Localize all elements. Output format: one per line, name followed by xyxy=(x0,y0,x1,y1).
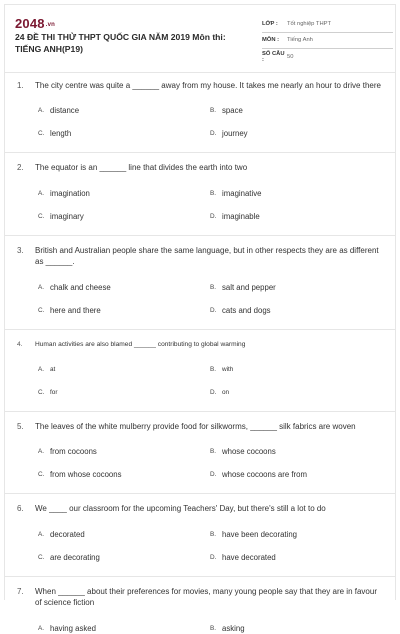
option-text: space xyxy=(222,106,243,116)
question-6 xyxy=(17,503,382,576)
question-text: The equator is an ______ line that divides the earth into two xyxy=(35,163,248,173)
option-letter: D. xyxy=(210,130,217,138)
option-c[interactable] xyxy=(38,212,210,222)
option-text: chalk and cheese xyxy=(50,282,111,292)
option-b[interactable] xyxy=(210,283,382,293)
option-b[interactable] xyxy=(210,189,382,199)
option-text: have been decorating xyxy=(222,529,297,539)
option-letter: D. xyxy=(210,212,217,220)
question-stem xyxy=(17,339,382,350)
option-letter: C. xyxy=(38,130,45,138)
option-letter: A. xyxy=(38,107,45,115)
meta-value: Tiếng Anh xyxy=(287,37,313,44)
question-list xyxy=(17,80,382,634)
exam-meta-table xyxy=(262,16,393,65)
question-text: The leaves of the white mulberry provide food for silkworms, ______ silk fabrics are woven xyxy=(35,422,356,432)
option-d[interactable] xyxy=(210,470,382,480)
question-number: 5. xyxy=(17,422,24,432)
option-d[interactable] xyxy=(210,212,382,222)
option-letter: D. xyxy=(210,471,217,479)
option-letter: B. xyxy=(210,189,217,197)
option-letter: C. xyxy=(38,306,45,314)
question-divider xyxy=(4,411,395,412)
option-text: whose cocoons xyxy=(222,447,276,457)
option-letter: C. xyxy=(38,389,45,397)
option-c[interactable] xyxy=(38,306,210,316)
option-text: with xyxy=(222,366,234,374)
option-c[interactable] xyxy=(38,129,210,139)
question-divider xyxy=(4,576,395,577)
question-divider xyxy=(4,235,395,236)
option-letter: B. xyxy=(210,448,217,456)
option-d[interactable] xyxy=(210,388,382,398)
meta-value: 50 xyxy=(287,53,294,60)
option-letter: A. xyxy=(38,530,45,538)
option-a[interactable] xyxy=(38,624,210,634)
option-text: length xyxy=(50,129,72,139)
question-2 xyxy=(17,162,382,235)
option-text: distance xyxy=(50,106,80,116)
meta-key: SỐ CÂU : xyxy=(262,50,285,63)
option-text: from whose cocoons xyxy=(50,470,122,480)
option-text: here and there xyxy=(50,305,101,315)
meta-value: Tốt nghiệp THPT xyxy=(287,20,332,27)
logo-text: 2048 xyxy=(15,16,45,31)
option-text: having asked xyxy=(50,623,96,633)
option-d[interactable] xyxy=(210,306,382,316)
question-stem xyxy=(17,80,382,91)
answer-options xyxy=(38,447,382,480)
question-divider xyxy=(4,493,395,494)
question-divider xyxy=(4,329,395,330)
question-4 xyxy=(17,339,382,412)
question-7 xyxy=(17,586,382,634)
answer-options xyxy=(38,189,382,222)
answer-options xyxy=(38,624,382,634)
option-text: salt and pepper xyxy=(222,282,276,292)
option-a[interactable] xyxy=(38,283,210,293)
exam-header xyxy=(15,16,378,66)
question-text: When ______ about their preferences for movies, many young people say that they are in favour of science fiction xyxy=(35,586,377,608)
answer-options xyxy=(38,530,382,563)
site-logo[interactable] xyxy=(15,16,55,31)
option-letter: B. xyxy=(210,283,217,291)
option-text: at xyxy=(50,366,56,374)
option-letter: B. xyxy=(210,624,217,632)
answer-options xyxy=(38,365,382,398)
option-a[interactable] xyxy=(38,530,210,540)
meta-row-class xyxy=(262,16,393,33)
question-number: 4. xyxy=(17,340,23,348)
option-letter: C. xyxy=(38,553,45,561)
answer-options xyxy=(38,283,382,316)
question-text: Human activities are also blamed ______ contributing to global warming xyxy=(35,340,246,348)
option-text: are decorating xyxy=(50,552,100,562)
option-b[interactable] xyxy=(210,365,382,375)
question-1 xyxy=(17,80,382,153)
option-d[interactable] xyxy=(210,129,382,139)
option-letter: C. xyxy=(38,212,45,220)
option-letter: A. xyxy=(38,283,45,291)
option-text: imaginable xyxy=(222,211,260,221)
question-divider xyxy=(4,152,395,153)
option-a[interactable] xyxy=(38,447,210,457)
option-text: have decorated xyxy=(222,552,276,562)
question-stem xyxy=(17,245,382,268)
option-c[interactable] xyxy=(38,553,210,563)
logo-suffix: .vn xyxy=(45,22,56,28)
question-stem xyxy=(17,503,382,514)
option-text: imaginative xyxy=(222,188,262,198)
option-a[interactable] xyxy=(38,365,210,375)
meta-key: MÔN : xyxy=(262,37,280,44)
option-text: from cocoons xyxy=(50,447,97,457)
option-d[interactable] xyxy=(210,553,382,563)
question-number: 1. xyxy=(17,81,24,90)
question-text: We ____ our classroom for the upcoming Teachers' Day, but there's still a lot to do xyxy=(35,504,326,514)
option-c[interactable] xyxy=(38,388,210,398)
option-a[interactable] xyxy=(38,106,210,116)
meta-row-question-count xyxy=(262,49,393,65)
option-letter: B. xyxy=(210,530,217,538)
answer-options xyxy=(38,106,382,139)
option-letter: A. xyxy=(38,448,45,456)
question-stem xyxy=(17,586,382,609)
question-5 xyxy=(17,421,382,494)
option-letter: A. xyxy=(38,366,45,374)
option-b[interactable] xyxy=(210,106,382,116)
option-text: whose cocoons are from xyxy=(222,470,307,480)
option-letter: C. xyxy=(38,471,45,479)
option-letter: D. xyxy=(210,306,217,314)
option-text: imaginary xyxy=(50,211,84,221)
option-letter: D. xyxy=(210,553,217,561)
option-text: asking xyxy=(222,623,245,633)
option-text: on xyxy=(222,389,230,397)
option-text: decorated xyxy=(50,529,85,539)
option-text: for xyxy=(50,389,58,397)
question-number: 7. xyxy=(17,586,24,596)
option-b[interactable] xyxy=(210,624,382,634)
option-c[interactable] xyxy=(38,470,210,480)
question-stem xyxy=(17,162,382,173)
question-number: 2. xyxy=(17,163,24,173)
option-text: cats and dogs xyxy=(222,305,271,315)
option-letter: B. xyxy=(210,366,217,374)
option-letter: A. xyxy=(38,189,45,197)
header-divider xyxy=(4,72,396,73)
meta-row-subject xyxy=(262,33,393,50)
option-letter: D. xyxy=(210,389,217,397)
question-number: 3. xyxy=(17,245,24,255)
option-letter: A. xyxy=(38,624,45,632)
option-a[interactable] xyxy=(38,189,210,199)
option-b[interactable] xyxy=(210,447,382,457)
question-number: 6. xyxy=(17,504,24,514)
option-text: journey xyxy=(222,129,248,139)
question-text: The city centre was quite a ______ away from my house. It takes me nearly an hour to drive there xyxy=(35,81,381,90)
option-b[interactable] xyxy=(210,530,382,540)
question-stem xyxy=(17,421,382,432)
question-3 xyxy=(17,245,382,330)
option-text: imagination xyxy=(50,188,90,198)
question-text: British and Australian people share the same language, but in other respects they are as different as ______. xyxy=(35,245,379,267)
exam-title: 24 ĐỀ THI THỬ THPT QUỐC GIA NĂM 2019 Môn thi: TIẾNG ANH(P19) xyxy=(15,32,226,54)
option-letter: B. xyxy=(210,107,217,115)
meta-key: LỚP : xyxy=(262,20,278,27)
